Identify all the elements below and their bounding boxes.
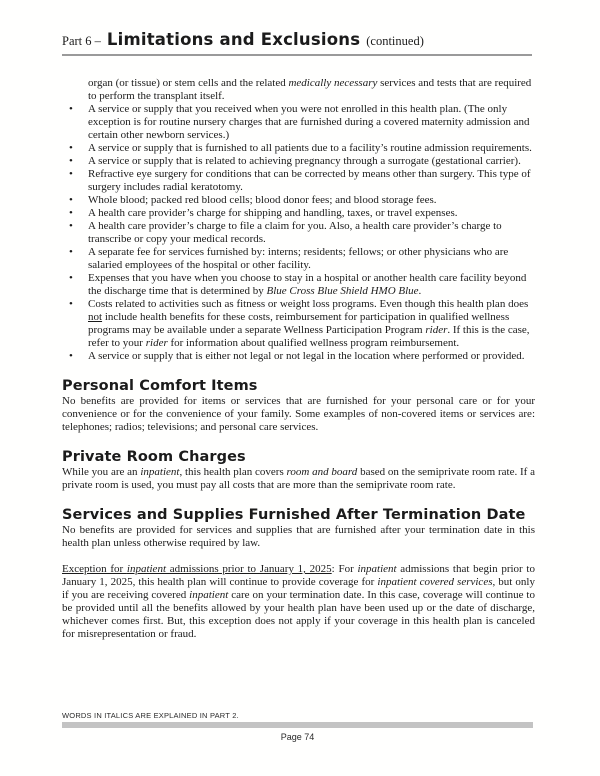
list-item: • A health care provider’s charge for shipping and handling, taxes, or travel expenses. <box>88 207 535 220</box>
section-private-room-charges <box>62 451 535 492</box>
page-header <box>62 30 535 56</box>
continued-label: (continued) <box>366 34 424 48</box>
list-item: • A service or supply that is furnished to all patients due to a facility’s routine admission requirements. <box>88 142 535 155</box>
page-number: Page 74 <box>280 732 315 742</box>
list-item: • Costs related to activities such as fitness or weight loss programs. Even though this health plan does not include health benefits for these costs, reimbursement for participation in qualified wellness programs may be available under a separate Wellness Participation Program rider. If this is the case, refer to your rider for information about qualified wellness program reimbursement. <box>88 298 535 350</box>
list-item: • A separate fee for services furnished by: interns; residents; fellows; or other physicians who are salaried employees of the hospital or other facility. <box>88 246 535 272</box>
exclusions-list <box>62 103 535 363</box>
list-item: • Expenses that you have when you choose to stay in a hospital or another health care facility beyond the discharge time that is determined by Blue Cross Blue Shield HMO Blue. <box>88 272 535 298</box>
list-item: • A service or supply that you received when you were not enrolled in this health plan. (The only exception is for routine nursery charges that are furnished during a covered maternity admission and certain other newborn services.) <box>88 103 535 142</box>
section-heading: Services and Supplies Furnished After Termination Date <box>62 507 526 523</box>
section-personal-comfort-items <box>62 380 535 434</box>
header-rule <box>62 54 532 56</box>
page-body <box>62 77 535 641</box>
list-item: • A service or supply that is either not legal or not legal in the location where performed or provided. <box>88 350 535 363</box>
section-paragraph: No benefits are provided for services and supplies that are furnished after your termination date in this health plan unless otherwise required by law. <box>62 524 535 549</box>
section-heading: Personal Comfort Items <box>62 378 258 394</box>
section-paragraph: While you are an inpatient, this health plan covers room and board based on the semiprivate room rate. If a private room is used, you must pay all costs that are more than the semiprivate room rate. <box>62 466 535 491</box>
section-heading: Private Room Charges <box>62 449 246 465</box>
page-footer <box>62 711 533 742</box>
part-label: Part 6 – <box>62 34 101 48</box>
section-services-after-termination <box>62 509 535 641</box>
list-item: • Whole blood; packed red blood cells; blood donor fees; and blood storage fees. <box>88 194 535 207</box>
page-title <box>62 30 535 50</box>
intro-paragraph: organ (or tissue) or stem cells and the related medically necessary services and tests that are required to perform the transplant itself. <box>88 77 532 102</box>
list-item: • Refractive eye surgery for conditions that can be corrected by means other than surgery. This type of surgery includes radial keratotomy. <box>88 168 535 194</box>
footer-bar <box>62 722 533 728</box>
list-item: • A health care provider’s charge to file a claim for you. Also, a health care provider’s charge to transcribe or copy your medical records. <box>88 220 535 246</box>
list-item: • A service or supply that is related to achieving pregnancy through a surrogate (gestational carrier). <box>88 155 535 168</box>
section-title: Limitations and Exclusions <box>106 30 361 49</box>
section-paragraph: No benefits are provided for items or services that are furnished for your personal care or for your convenience or for the convenience of your family. Some examples of non-covered items or services are: telephones; radios; televisions; and personal care services. <box>62 395 535 433</box>
section-paragraph-exception: Exception for inpatient admissions prior to January 1, 2025: For inpatient admissions that begin prior to January 1, 2025, this health plan will continue to provide coverage for inpatient covered services, but only if you are receiving covered inpatient care on your termination date. In this case, coverage will continue to be provided until all the benefits allowed by your health plan have been used up or the date of discharge, whichever comes first. But, this exception does not apply if your coverage in this health plan is canceled for misrepresentation or fraud. <box>62 563 535 640</box>
italics-note: WORDS IN ITALICS ARE EXPLAINED IN PART 2. <box>62 711 239 720</box>
